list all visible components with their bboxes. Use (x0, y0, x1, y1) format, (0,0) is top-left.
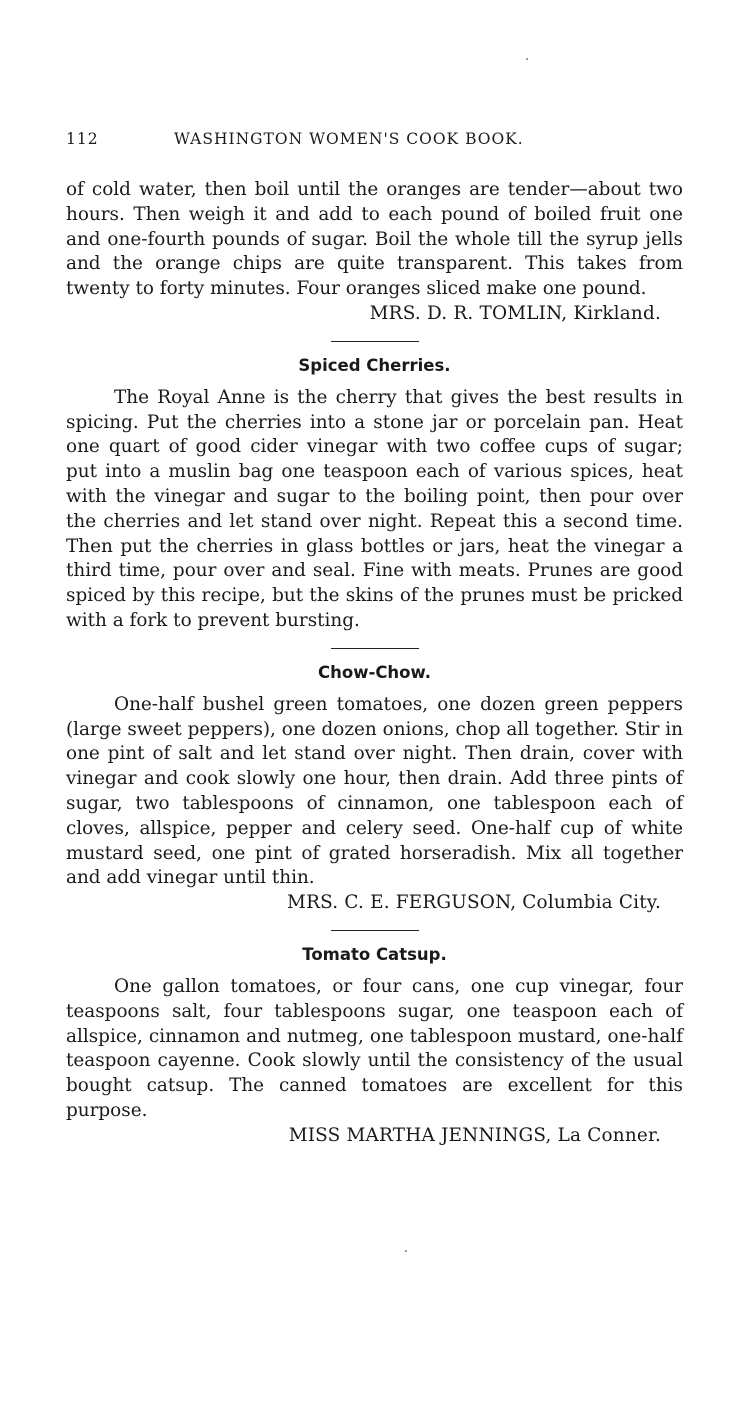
continued-recipe-attribution: MRS. D. R. TOMLIN, Kirkland. (369, 302, 661, 324)
running-head (66, 130, 683, 154)
recipe-text-tomato-catsup: One gallon tomatoes, or four cans, one cup vinegar, four teaspoons salt, four tablespoons sugar, one teaspoon each of allspice, cinnamon and nutmeg, one tablespoon mustard, one-half teaspoon cayenne. Cook slowly until the consistency of the usual bought catsup. The canned tomatoes are excellent for this purpose. (66, 975, 683, 1121)
print-speck (526, 58, 528, 60)
recipe-title-spiced-cherries: Spiced Cherries. (298, 355, 451, 375)
continued-recipe-text: of cold water, then boil until the oranges are tender—about two hours. Then weigh it and add to each pound of boiled fruit one and one-fourth pounds of sugar. Boil the whole till the syrup jells and the orange chips are quite transparent. This takes from twenty to forty minutes. Four oranges sliced make one pound. (66, 179, 683, 300)
recipe-attribution-chow-chow: MRS. C. E. FERGUSON, Columbia City. (287, 892, 661, 914)
book-page (66, 130, 683, 1149)
recipe-title-tomato-catsup: Tomato Catsup. (302, 944, 447, 964)
print-speck (405, 1250, 407, 1252)
recipe-title-chow-chow: Chow-Chow. (318, 662, 431, 682)
running-title: WASHINGTON WOMEN'S COOK BOOK. (174, 130, 524, 148)
recipe-attribution-tomato-catsup: MISS MARTHA JENNINGS, La Conner. (288, 1124, 661, 1146)
page-number: 112 (66, 130, 99, 148)
recipe-text-chow-chow: One-half bushel green tomatoes, one dozen green peppers (large sweet peppers), one dozen onions, chop all together. Stir in one pint of salt and let stand over night. Then drain, cover with vinegar and cook slowly one hour, then drain. Add three pints of sugar, two tablespoons of cinnamon, one tablespoon each of cloves, allspice, pepper and celery seed. One-half cup of white mustard seed, one pint of grated horseradish. Mix all together and add vinegar until thin. (66, 693, 683, 889)
recipe-text-spiced-cherries: The Royal Anne is the cherry that gives the best results in spicing. Put the cherries into a stone jar or porcelain pan. Heat one quart of good cider vinegar with two coffee cups of sugar; put into a muslin bag one teaspoon each of various spices, heat with the vinegar and sugar to the boiling point, then pour over the cherries and let stand over night. Repeat this a second time. Then put the cherries in glass bottles or jars, heat the vinegar a third time, pour over and seal. Fine with meats. Prunes are good spiced by this recipe, but the skins of the prunes must be pricked with a fork to prevent bursting. (66, 386, 683, 631)
